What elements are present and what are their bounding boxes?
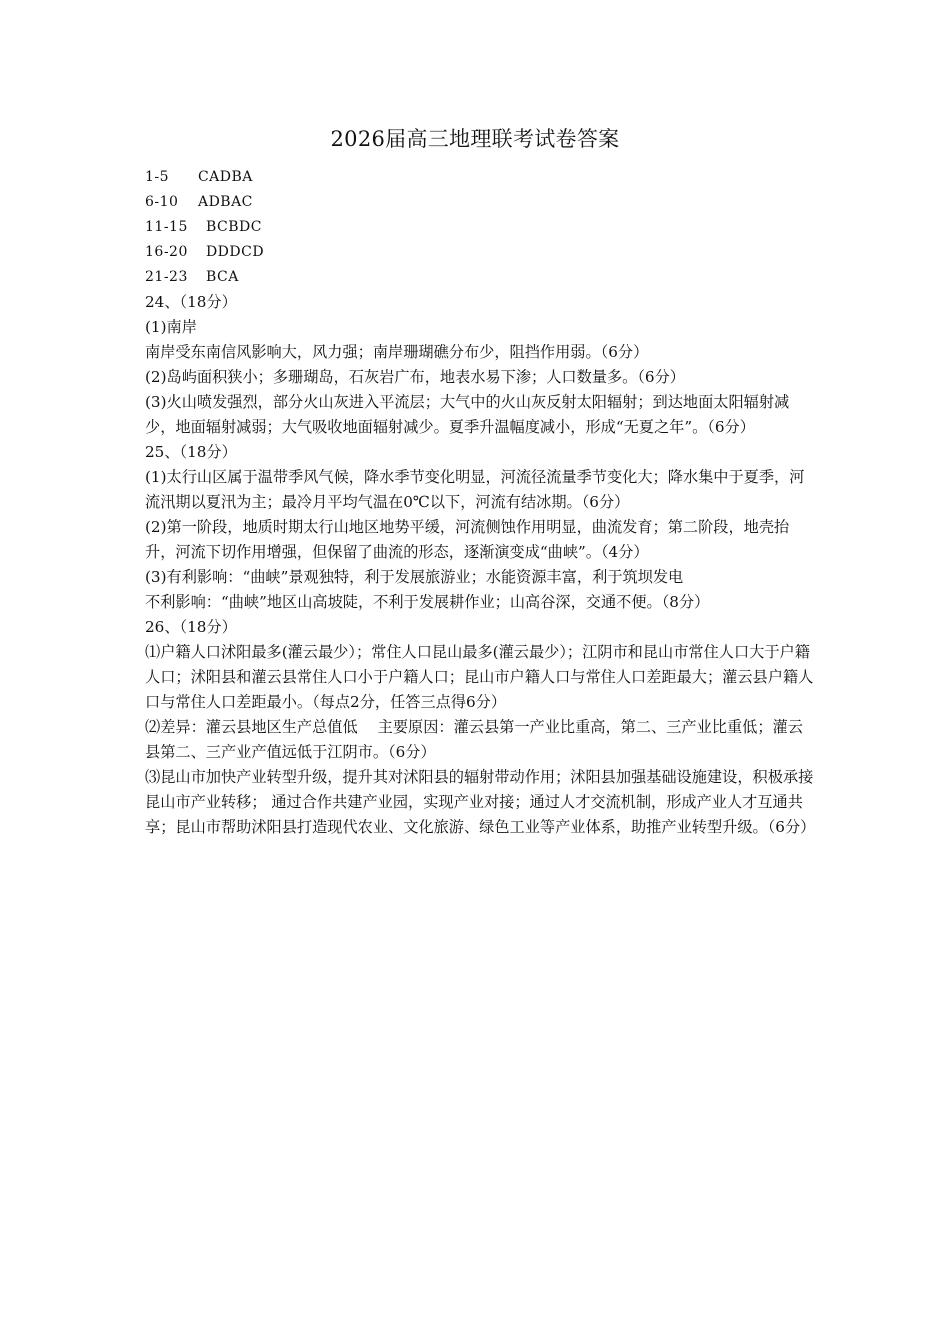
mc-answers: BCBDC — [205, 219, 262, 235]
question-25-part-1: (1)太行山区属于温带季风气候，降水季节变化明显，河流径流量季节变化大；降水集中于夏季，河流汛期以夏汛为主；最冷月平均气温在0℃以下，河流有结冰期。（6分） — [145, 468, 805, 511]
question-26-heading: 26、（18分） — [145, 618, 237, 636]
mc-answers: CADBA — [197, 169, 253, 185]
mc-range: 16-20 — [145, 244, 188, 260]
question-25-part-3-favorable: (3)有利影响：“曲峡”景观独特，利于发展旅游业；水能资源丰富，利于筑坝发电 — [145, 568, 684, 586]
mc-answer-row — [145, 190, 817, 215]
mc-answers: ADBAC — [197, 194, 253, 210]
mc-range: 1-5 — [145, 169, 170, 185]
mc-range: 6-10 — [145, 194, 179, 210]
question-26-part-2: ⑵差异：灌云县地区生产总值低 主要原因：灌云县第一产业比重高，第二、三产业比重低；灌云县第二、三产业产值远低于江阴市。（6分） — [145, 718, 803, 761]
mc-answers: BCA — [205, 269, 239, 285]
question-26-part-3: ⑶昆山市加快产业转型升级，提升其对沭阳县的辐射带动作用；沭阳县加强基础设施建设，积极承接昆山市产业转移； 通过合作共建产业园，实现产业对接；通过人才交流机制，形成产业人才互通共享；昆山市帮助沭阳县打造现代农业、文化旅游、绿色工业等产业体系，助推产业转型升级。（6分） — [145, 768, 816, 836]
page-title: 2026届高三地理联考试卷答案 — [330, 127, 620, 151]
mc-range: 21-23 — [145, 269, 188, 285]
mc-range: 11-15 — [145, 219, 188, 235]
mc-answer-row — [145, 215, 817, 240]
question-24-part-2: (2)岛屿面积狭小；多珊瑚岛，石灰岩广布，地表水易下渗；人口数量多。（6分） — [145, 368, 685, 386]
question-25-part-2: (2)第一阶段，地质时期太行山地区地势平缓，河流侧蚀作用明显，曲流发育；第二阶段，地壳抬升，河流下切作用增强，但保留了曲流的形态，逐渐演变成“曲峡”。（4分） — [145, 518, 790, 561]
mc-answer-row — [145, 165, 817, 190]
question-25-heading: 25、（18分） — [145, 443, 237, 461]
question-24-part-1-text: 南岸受东南信风影响大，风力强；南岸珊瑚礁分布少，阻挡作用弱。（6分） — [145, 343, 649, 361]
question-25-part-3-unfavorable: 不利影响：“曲峡”地区山高坡陡，不利于发展耕作业；山高谷深，交通不便。（8分） — [145, 593, 710, 611]
question-24-part-3: (3)火山喷发强烈，部分火山灰进入平流层；大气中的火山灰反射太阳辐射；到达地面太阳辐射减少，地面辐射减弱；大气吸收地面辐射减少。夏季升温幅度减小，形成“无夏之年”。（6分） — [145, 393, 790, 436]
question-24-part-1-label: (1)南岸 — [145, 318, 197, 336]
answer-content — [145, 165, 817, 840]
question-26-part-1: ⑴户籍人口沭阳最多(灌云最少）；常住人口昆山最多(灌云最少）；江阴市和昆山市常住人口大于户籍人口；沭阳县和灌云县常住人口小于户籍人口；昆山市户籍人口与常住人口差距最大；灌云县户籍人口与常住人口差距最小。（每点2分，任答三点得6分） — [145, 643, 814, 711]
mc-answers: DDDCD — [205, 244, 265, 260]
mc-answer-row — [145, 265, 817, 290]
mc-answer-row — [145, 240, 817, 265]
question-24-heading: 24、（18分） — [145, 293, 237, 311]
